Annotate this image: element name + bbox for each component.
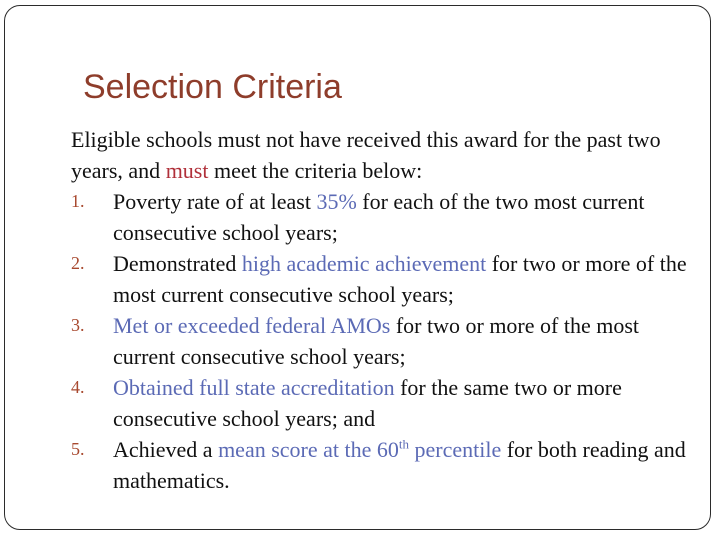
criteria-text-1-post: for each of the two most current consecutive school years; — [113, 189, 645, 245]
criteria-superscript-5: th — [398, 436, 409, 452]
criteria-highlight-5b: percentile — [409, 437, 502, 462]
criteria-number-4: 4. — [71, 377, 85, 397]
criteria-text-4-post: for the same two or more consecutive school years; and — [113, 375, 622, 431]
criteria-highlight-4: Obtained full state accreditation — [113, 375, 395, 400]
criteria-item-5 — [71, 434, 691, 496]
criteria-item-1 — [71, 186, 691, 248]
criteria-highlight-3: Met or exceeded federal AMOs — [113, 313, 391, 338]
criteria-text-3-post: for two or more of the most current consecutive school years; — [113, 313, 640, 369]
criteria-text-5-pre: Achieved a — [113, 437, 219, 462]
criteria-highlight-2: high academic achievement — [241, 251, 487, 276]
criteria-number-2: 2. — [71, 253, 85, 273]
slide-title: Selection Criteria — [83, 68, 342, 106]
intro-text-1: Eligible schools must not have received this award for the past two years, and — [71, 127, 661, 183]
slide-frame — [4, 5, 711, 530]
intro-text-2: meet the criteria below: — [208, 158, 423, 183]
criteria-highlight-1: 35% — [316, 189, 357, 214]
criteria-item-2 — [71, 248, 691, 310]
criteria-text-1-pre: Poverty rate of at least — [113, 189, 317, 214]
criteria-number-3: 3. — [71, 315, 85, 335]
criteria-number-5: 5. — [71, 439, 85, 459]
intro-emphasis: must — [165, 158, 209, 183]
intro-paragraph — [71, 124, 691, 186]
slide-body — [71, 124, 691, 496]
criteria-number-1: 1. — [71, 191, 85, 211]
criteria-highlight-5: mean score at the 60 — [218, 437, 399, 462]
criteria-list — [71, 186, 691, 496]
criteria-item-3 — [71, 310, 691, 372]
criteria-text-2-post: for two or more of the most current consecutive school years; — [113, 251, 687, 307]
criteria-text-2-pre: Demonstrated — [113, 251, 242, 276]
criteria-item-4 — [71, 372, 691, 434]
criteria-text-5-post: for both reading and mathematics. — [113, 437, 686, 493]
